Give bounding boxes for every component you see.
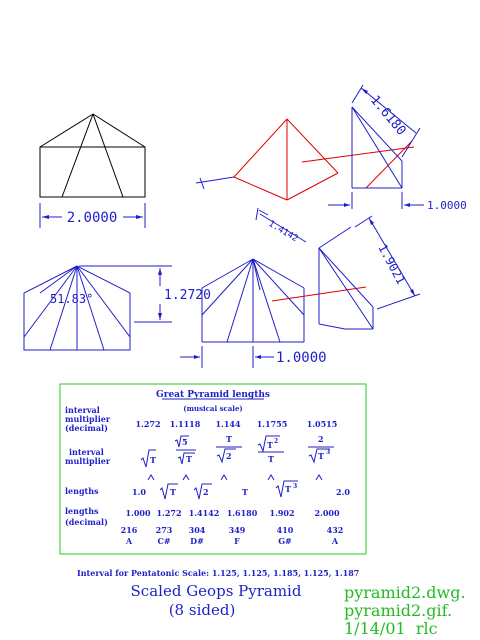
svg-text:2: 2 <box>203 487 209 497</box>
row1-label-1: interval <box>65 405 100 415</box>
height-label: 1.2720 <box>164 288 211 303</box>
row5-note-1: A <box>125 536 133 546</box>
height-dimension <box>79 266 211 322</box>
side-slant-label: 1.6180 <box>366 92 409 139</box>
side-slant-dimension <box>352 85 420 157</box>
row4-value-5: 1.902 <box>269 508 295 518</box>
row5-value-5: 410 <box>276 525 294 535</box>
credit-line-2: pyramid2.gif. <box>344 601 453 620</box>
title-line-1: Scaled Geops Pyramid <box>130 582 302 600</box>
row2-radical-1 <box>141 450 156 467</box>
front-view <box>40 114 145 197</box>
svg-text:T: T <box>318 451 324 461</box>
row1-value-3: 1.144 <box>215 419 241 429</box>
row2-radical-4 <box>258 436 284 464</box>
svg-text:2: 2 <box>318 434 324 444</box>
svg-text:5: 5 <box>182 437 188 447</box>
row5-value-1: 216 <box>120 525 138 535</box>
svg-text:T: T <box>285 484 291 494</box>
svg-text:2: 2 <box>226 451 232 461</box>
svg-text:T: T <box>186 454 192 464</box>
iso-base-dimension <box>180 346 327 368</box>
row5-note-6: A <box>331 536 339 546</box>
row3-value-1: 1.0 <box>132 487 146 497</box>
row1-value-1: 1.272 <box>135 419 161 429</box>
row3-label: lengths <box>65 486 99 496</box>
front-width-dimension <box>40 203 145 228</box>
iso-slant-dimension <box>355 216 420 309</box>
iso-diag-label: 1.4142 <box>266 218 300 245</box>
credit-line-1: pyramid2.dwg. <box>344 583 466 602</box>
side-base-label: 1.0000 <box>427 199 467 212</box>
iso-diag-dimension <box>196 177 306 244</box>
row1-value-4: 1.1755 <box>256 419 288 429</box>
row3-value-4: T <box>242 487 248 497</box>
row4-value-3: 1.4142 <box>188 508 220 518</box>
row2-radical-2 <box>175 436 196 464</box>
row5-note-5: G# <box>278 536 292 546</box>
credit-line-3: 1/14/01 rlc <box>344 619 438 638</box>
iso-pyramid <box>202 259 366 342</box>
row4-value-1: 1.000 <box>125 508 151 518</box>
row4-value-4: 1.6180 <box>226 508 258 518</box>
side-base-dimension <box>328 192 467 212</box>
front-elevation <box>24 266 130 350</box>
row1-value-5: 1.0515 <box>306 419 338 429</box>
row3-radical-3 <box>276 481 298 497</box>
row3-value-6: 2.0 <box>336 487 350 497</box>
row5-value-2: 273 <box>155 525 173 535</box>
svg-text:T: T <box>226 434 232 444</box>
angle-label: 51.83° <box>50 292 94 306</box>
row2-radical-5 <box>308 434 334 462</box>
svg-text:3: 3 <box>326 449 331 456</box>
row5-note-2: C# <box>157 536 171 546</box>
svg-text:3: 3 <box>293 483 298 490</box>
svg-text:T: T <box>150 455 156 465</box>
row5-value-3: 304 <box>188 525 206 535</box>
row3-radical-2 <box>194 484 212 499</box>
row4-label-2: (decimal) <box>65 517 108 527</box>
row5-note-4: F <box>234 536 240 546</box>
iso-base-label: 1.0000 <box>276 350 327 366</box>
iso-slant-label: 1.9021 <box>375 241 409 287</box>
svg-text:2: 2 <box>274 438 279 445</box>
table-title: Great Pyramid lengths <box>156 390 270 400</box>
interval-text: Interval for Pentatonic Scale: 1.125, 1.125, 1.185, 1.125, 1.187 <box>77 568 360 578</box>
row5-value-4: 349 <box>228 525 246 535</box>
svg-text:T: T <box>170 487 176 497</box>
row4-value-6: 2.000 <box>314 508 340 518</box>
row4-value-2: 1.272 <box>156 508 182 518</box>
row1-value-2: 1.1118 <box>169 419 201 429</box>
row2-label-2: multiplier <box>65 456 111 466</box>
table-subtitle: (musical scale) <box>183 404 243 413</box>
iso-side-view <box>319 227 373 329</box>
row2-radical-3 <box>216 434 242 462</box>
svg-text:T: T <box>268 454 274 464</box>
row1-label-2: multiplier <box>65 414 111 424</box>
row5-note-3: D# <box>190 536 204 546</box>
front-width-label: 2.0000 <box>66 210 118 226</box>
row1-label-3: (decimal) <box>65 423 108 433</box>
row4-label-1: lengths <box>65 506 99 516</box>
caret-row <box>148 475 322 480</box>
row3-radical-1 <box>160 484 178 499</box>
title-line-2: (8 sided) <box>168 601 236 619</box>
row5-value-6: 432 <box>326 525 344 535</box>
svg-text:T: T <box>267 440 273 450</box>
row2-label-1: interval <box>69 447 104 457</box>
